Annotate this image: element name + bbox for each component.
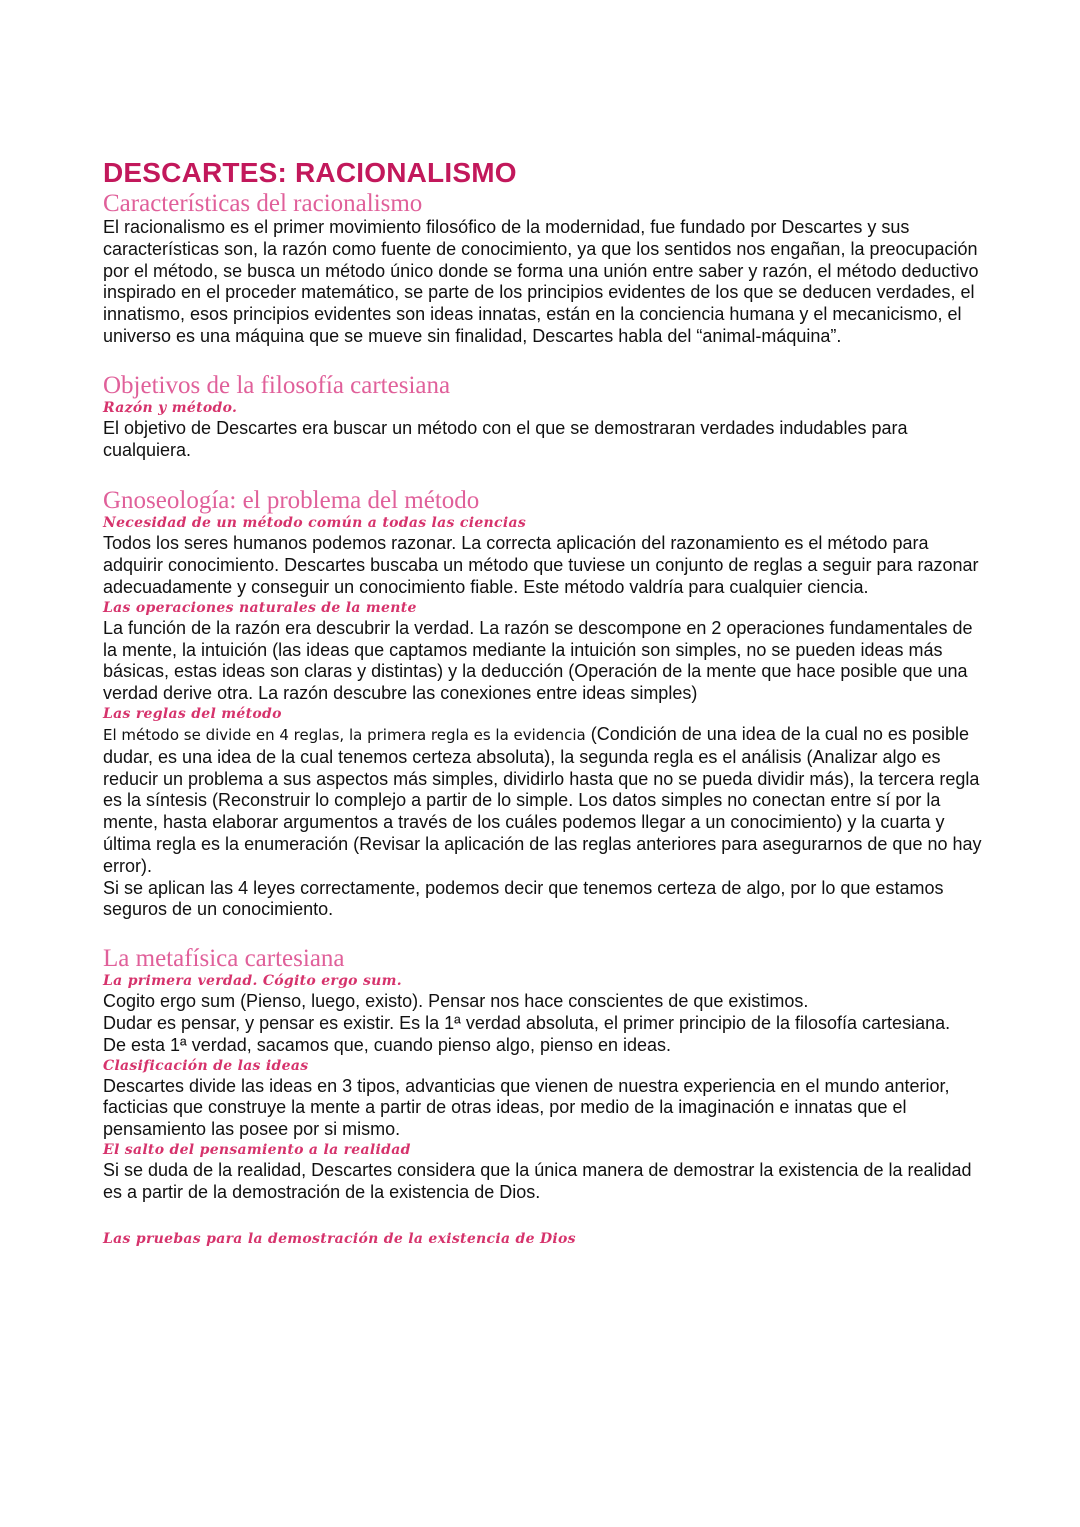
section-heading-gnoseologia: Gnoseología: el problema del método [103, 487, 480, 515]
subheading: Las operaciones naturales de la mente [103, 599, 417, 616]
paragraph: Descartes divide las ideas en 3 tipos, advanticias que vienen de nuestra experiencia en el mundo anterior, facticias que construye la mente a partir de otras ideas, por medio de la imaginación e innatas que el pensamiento las posee por si mismo. [103, 1075, 950, 1140]
paragraph: Dudar es pensar, y pensar es existir. Es la 1ª verdad absoluta, el primer principio de la filosofía cartesiana. [103, 1012, 951, 1033]
paragraph: De esta 1ª verdad, sacamos que, cuando pienso algo, pienso en ideas. [103, 1034, 672, 1055]
paragraph: Si se duda de la realidad, Descartes considera que la única manera de demostrar la existencia de la realidad es a partir de la demostración de la existencia de Dios. [103, 1159, 972, 1202]
subheading: Las reglas del método [103, 705, 282, 722]
paragraph [103, 724, 983, 878]
paragraph: Cogito ergo sum (Pienso, luego, existo). Pensar nos hace conscientes de que existimos. [103, 991, 809, 1012]
paragraph-rest: (Condición de una idea de la cual no es posible dudar, es una idea de la cual tenemos certeza absoluta), la segunda regla es el análisis (Analizar algo es reducir un problema a sus aspectos más simples, dividirlo hasta que no se pueda dividir más), la tercera regla es la síntesis (Reconstruir lo complejo a partir de lo simple. Los datos simples no conectan entre sí por la mente, hasta elaborar argumentos a través de los cuáles podemos llegar a un conocimiento) y la cuarta y última regla es la enumeración (Revisar la aplicación de las reglas anteriores para asegurarnos de que no hay error). [103, 723, 982, 876]
subheading: Necesidad de un método común a todas las ciencias [103, 515, 527, 532]
section-heading-caracteristicas: Características del racionalismo [103, 190, 423, 217]
paragraph-lead: El método se divide en 4 reglas, la primera regla es la evidencia [103, 725, 586, 744]
document-title: DESCARTES: RACIONALISMO [103, 157, 517, 188]
subheading: El salto del pensamiento a la realidad [103, 1141, 411, 1158]
paragraph: El racionalismo es el primer movimiento filosófico de la modernidad, fue fundado por Descartes y sus características son, la razón como fuente de conocimiento, ya que los sentidos nos engañan, la preocupación por el método, se busca un método único donde se forma una unión entre saber y razón, el método deductivo inspirado en el proceder matemático, se parte de los principios evidentes de los que se deducen verdades, el innatismo, esos principios evidentes son ideas innatas, están en la conciencia humana y el mecanicismo, el universo es una máquina que se mueve sin finalidad, Descartes habla del “animal-máquina”. [103, 217, 979, 346]
section-heading-metafisica: La metafísica cartesiana [103, 945, 345, 973]
paragraph: La función de la razón era descubrir la verdad. La razón se descompone en 2 operaciones fundamentales de la mente, la intuición (las ideas que captamos mediante la intuición son simples, no se pueden ideas más básicas, estas ideas son claras y distintas) y la deducción (Operación de la mente que hace posible que una verdad derive otra. La razón descubre las conexiones entre ideas simples) [103, 617, 973, 704]
paragraph: El objetivo de Descartes era buscar un método con el que se demostraran verdades indudables para cualquiera. [103, 417, 908, 460]
document-page [103, 156, 983, 1249]
paragraph: Todos los seres humanos podemos razonar. La correcta aplicación del razonamiento es el método para adquirir conocimiento. Descartes buscaba un método que tuviese un conjunto de reglas a seguir para razonar adecuadamente y conseguir un conocimiento fiable. Este método valdría para cualquier ciencia. [103, 533, 979, 597]
section-heading-objetivos: Objetivos de la filosofía cartesiana [103, 371, 451, 399]
subheading: Clasificación de las ideas [103, 1057, 309, 1074]
subheading: Las pruebas para la demostración de la existencia de Dios [103, 1230, 576, 1247]
subheading: Razón y método. [103, 399, 238, 416]
paragraph: Si se aplican las 4 leyes correctamente, podemos decir que tenemos certeza de algo, por lo que estamos seguros de un conocimiento. [103, 877, 944, 920]
subheading: La primera verdad. Cógito ergo sum. [103, 973, 402, 990]
